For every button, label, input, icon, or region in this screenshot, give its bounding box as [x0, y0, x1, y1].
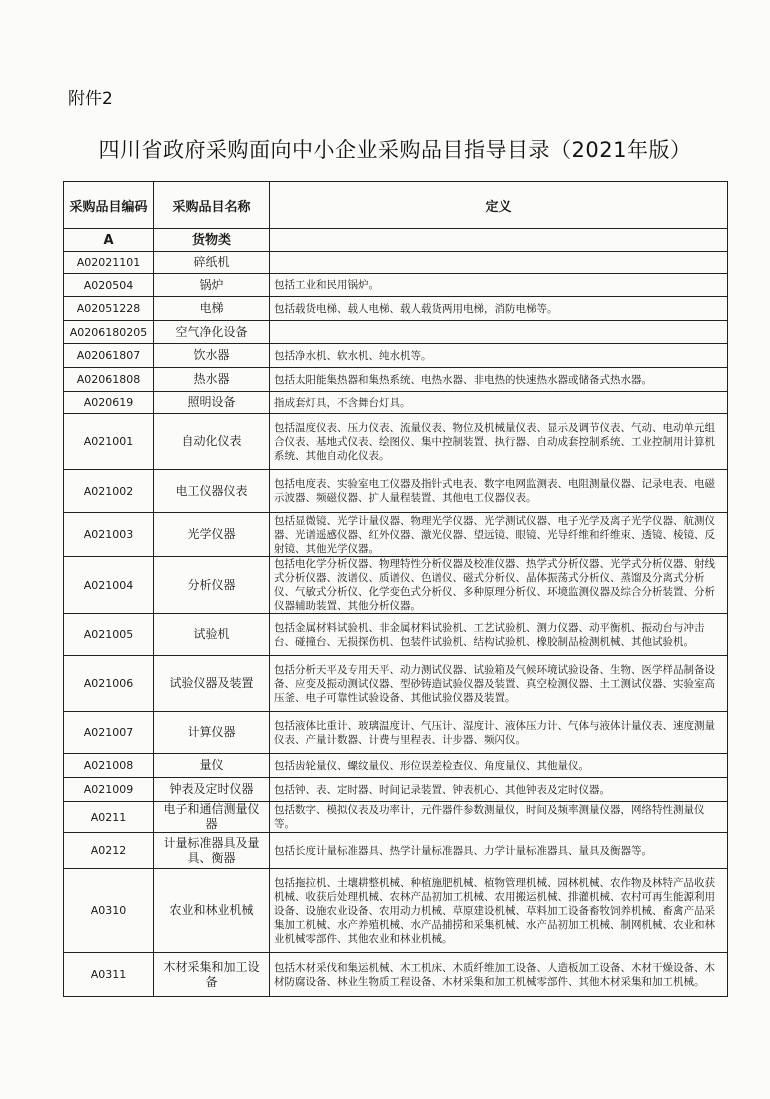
row-name: 农业和林业机械: [154, 869, 270, 953]
page-title: 四川省政府采购面向中小企业采购品目指导目录（2021年版）: [98, 138, 692, 162]
row-code: A0310: [64, 869, 154, 953]
table-row: [64, 754, 728, 778]
table-row: [64, 614, 728, 656]
row-code: A020619: [64, 392, 154, 414]
row-code: A0311: [64, 953, 154, 997]
row-name: 饮水器: [154, 344, 270, 368]
row-definition: 包括显微镜、光学计量仪器、物理光学仪器、光学测试仪器、电子光学及离子光学仪器、航测仪器、光谱遥感仪器、红外仪器、激光仪器、望远镜、眼镜、光导纤维和纤维束、透镜、棱镜、反射镜、其他光学仪器。: [270, 513, 728, 557]
row-code: A0211: [64, 802, 154, 833]
row-code: A0212: [64, 833, 154, 869]
table-row: [64, 869, 728, 953]
row-name: 光学仪器: [154, 513, 270, 557]
row-definition: 包括太阳能集热器和集热系统、电热水器、非电热的快速热水器或储备式热水器。: [270, 368, 728, 392]
row-code: A0206180205: [64, 321, 154, 344]
row-name: 碎纸机: [154, 252, 270, 274]
row-definition: 包括金属材料试验机、非金属材料试验机、工艺试验机、测力仪器、动平衡机、振动台与冲击台、碰撞台、无损探伤机、包装件试验机、结构试验机、橡胶制品检测机械、其他试验机。: [270, 614, 728, 656]
table-row: [64, 712, 728, 754]
row-definition: [270, 321, 728, 344]
row-code: A021003: [64, 513, 154, 557]
table-row: [64, 368, 728, 392]
table-row: [64, 321, 728, 344]
table-row: [64, 229, 728, 252]
row-code: A02021101: [64, 252, 154, 274]
row-name: 试验机: [154, 614, 270, 656]
table-row: [64, 656, 728, 712]
row-code: A021005: [64, 614, 154, 656]
table-row: [64, 414, 728, 470]
header-code: 采购品目编码: [64, 182, 154, 229]
row-code: A021004: [64, 557, 154, 614]
table-row: [64, 252, 728, 274]
table-row: [64, 274, 728, 297]
row-definition: 包括工业和民用锅炉。: [270, 274, 728, 297]
row-code: A021002: [64, 470, 154, 513]
header-definition: 定义: [270, 182, 728, 229]
row-definition: [270, 252, 728, 274]
row-name: 木材采集和加工设备: [154, 953, 270, 997]
row-definition: 包括分析天平及专用天平、动力测试仪器、试验箱及气候环境试验设备、生物、医学样品制备设备、应变及振动测试仪器、型砂铸造试验仪器及装置、真空检测仪器、土工测试仪器、实验室高压釜、电子可靠性试验设备、其他试验仪器及装置。: [270, 656, 728, 712]
row-name: 照明设备: [154, 392, 270, 414]
row-name: 计量标准器具及量具、衡器: [154, 833, 270, 869]
row-name: 分析仪器: [154, 557, 270, 614]
row-definition: 包括温度仪表、压力仪表、流量仪表、物位及机械量仪表、显示及调节仪表、气动、电动单元组合仪表、基地式仪表、绘图仪、集中控制装置、执行器、自动成套控制系统、工业控制用计算机系统、其他自动化仪表。: [270, 414, 728, 470]
row-name: 试验仪器及装置: [154, 656, 270, 712]
row-name: 自动化仪表: [154, 414, 270, 470]
table-row: [64, 470, 728, 513]
row-definition: 包括钟、表、定时器、时间记录装置、钟表机心、其他钟表及定时仪器。: [270, 778, 728, 802]
table-row: [64, 344, 728, 368]
row-code: A020504: [64, 274, 154, 297]
table-row: [64, 802, 728, 833]
table-row: [64, 953, 728, 997]
row-definition: 包括木材采伐和集运机械、木工机床、木质纤维加工设备、人造板加工设备、木材干燥设备、木材防腐设备、林业生物质工程设备、木材采集和加工机械零部件、其他木材采集和加工机械。: [270, 953, 728, 997]
row-definition: 包括电化学分析仪器、物理特性分析仪器及校准仪器、热学式分析仪器、光学式分析仪器、射线式分析仪器、波谱仪、质谱仪、色谱仪、磁式分析仪、晶体振荡式分析仪、蒸馏及分离式分析仪、气敏式分析仪、化学变色式分析仪、多种原理分析仪、环境监测仪器及综合分析装置、分析仪器辅助装置、其他分析仪器。: [270, 557, 728, 614]
table-row: [64, 513, 728, 557]
row-code: A021006: [64, 656, 154, 712]
row-definition: [270, 229, 728, 252]
row-definition: 包括拖拉机、土壤耕整机械、种植施肥机械、植物管理机械、园林机械、农作物及林特产品收获机械、收获后处理机械、农林产品初加工机械、农用搬运机械、排灌机械、农村可再生能源利用设备、设施农业设备、农用动力机械、草原建设机械、草料加工设备畜牧饲养机械、畜禽产品采集加工机械、水产养殖机械、水产品捕捞和采集机械、水产品初加工机械、制网机械、农业和林业机械零部件、其他农业和林业机械。: [270, 869, 728, 953]
row-definition: 包括液体比重计、玻璃温度计、气压计、湿度计、液体压力计、气体与液体计量仪表、速度测量仪表、产量计数器、计费与里程表、计步器、频闪仪。: [270, 712, 728, 754]
table-row: [64, 833, 728, 869]
row-name: 货物类: [154, 229, 270, 252]
table-row: [64, 297, 728, 321]
row-definition: 包括长度计量标准器具、热学计量标准器具、力学计量标准器具、量具及衡器等。: [270, 833, 728, 869]
row-definition: 包括净水机、软水机、纯水机等。: [270, 344, 728, 368]
row-code: A021008: [64, 754, 154, 778]
row-name: 热水器: [154, 368, 270, 392]
row-definition: 包括齿轮量仪、螺纹量仪、形位误差检查仪、角度量仪、其他量仪。: [270, 754, 728, 778]
row-name: 计算仪器: [154, 712, 270, 754]
row-definition: 包括数字、模拟仪表及功率计，元件器件参数测量仪，时间及频率测量仪器，网络特性测量仪等。: [270, 802, 728, 833]
table-row: [64, 557, 728, 614]
row-name: 量仪: [154, 754, 270, 778]
row-name: 电梯: [154, 297, 270, 321]
row-code: A02061808: [64, 368, 154, 392]
row-name: 电工仪器仪表: [154, 470, 270, 513]
attachment-label: 附件2: [68, 89, 113, 109]
row-code: A021009: [64, 778, 154, 802]
header-name: 采购品目名称: [154, 182, 270, 229]
row-code: A: [64, 229, 154, 252]
row-code: A02061807: [64, 344, 154, 368]
table-row: [64, 778, 728, 802]
row-code: A02051228: [64, 297, 154, 321]
row-definition: 包括电度表、实验室电工仪器及指针式电表、数字电网监测表、电阻测量仪器、记录电表、电磁示波器、频磁仪器、扩人量程装置、其他电工仪器仪表。: [270, 470, 728, 513]
row-name: 钟表及定时仪器: [154, 778, 270, 802]
row-name: 电子和通信测量仪器: [154, 802, 270, 833]
row-name: 空气净化设备: [154, 321, 270, 344]
catalog-table: [63, 181, 728, 997]
row-code: A021007: [64, 712, 154, 754]
table-header-row: [64, 182, 728, 229]
row-definition: 包括载货电梯、载人电梯、载人载货两用电梯，消防电梯等。: [270, 297, 728, 321]
row-definition: 指成套灯具，不含舞台灯具。: [270, 392, 728, 414]
row-code: A021001: [64, 414, 154, 470]
row-name: 锅炉: [154, 274, 270, 297]
table-row: [64, 392, 728, 414]
